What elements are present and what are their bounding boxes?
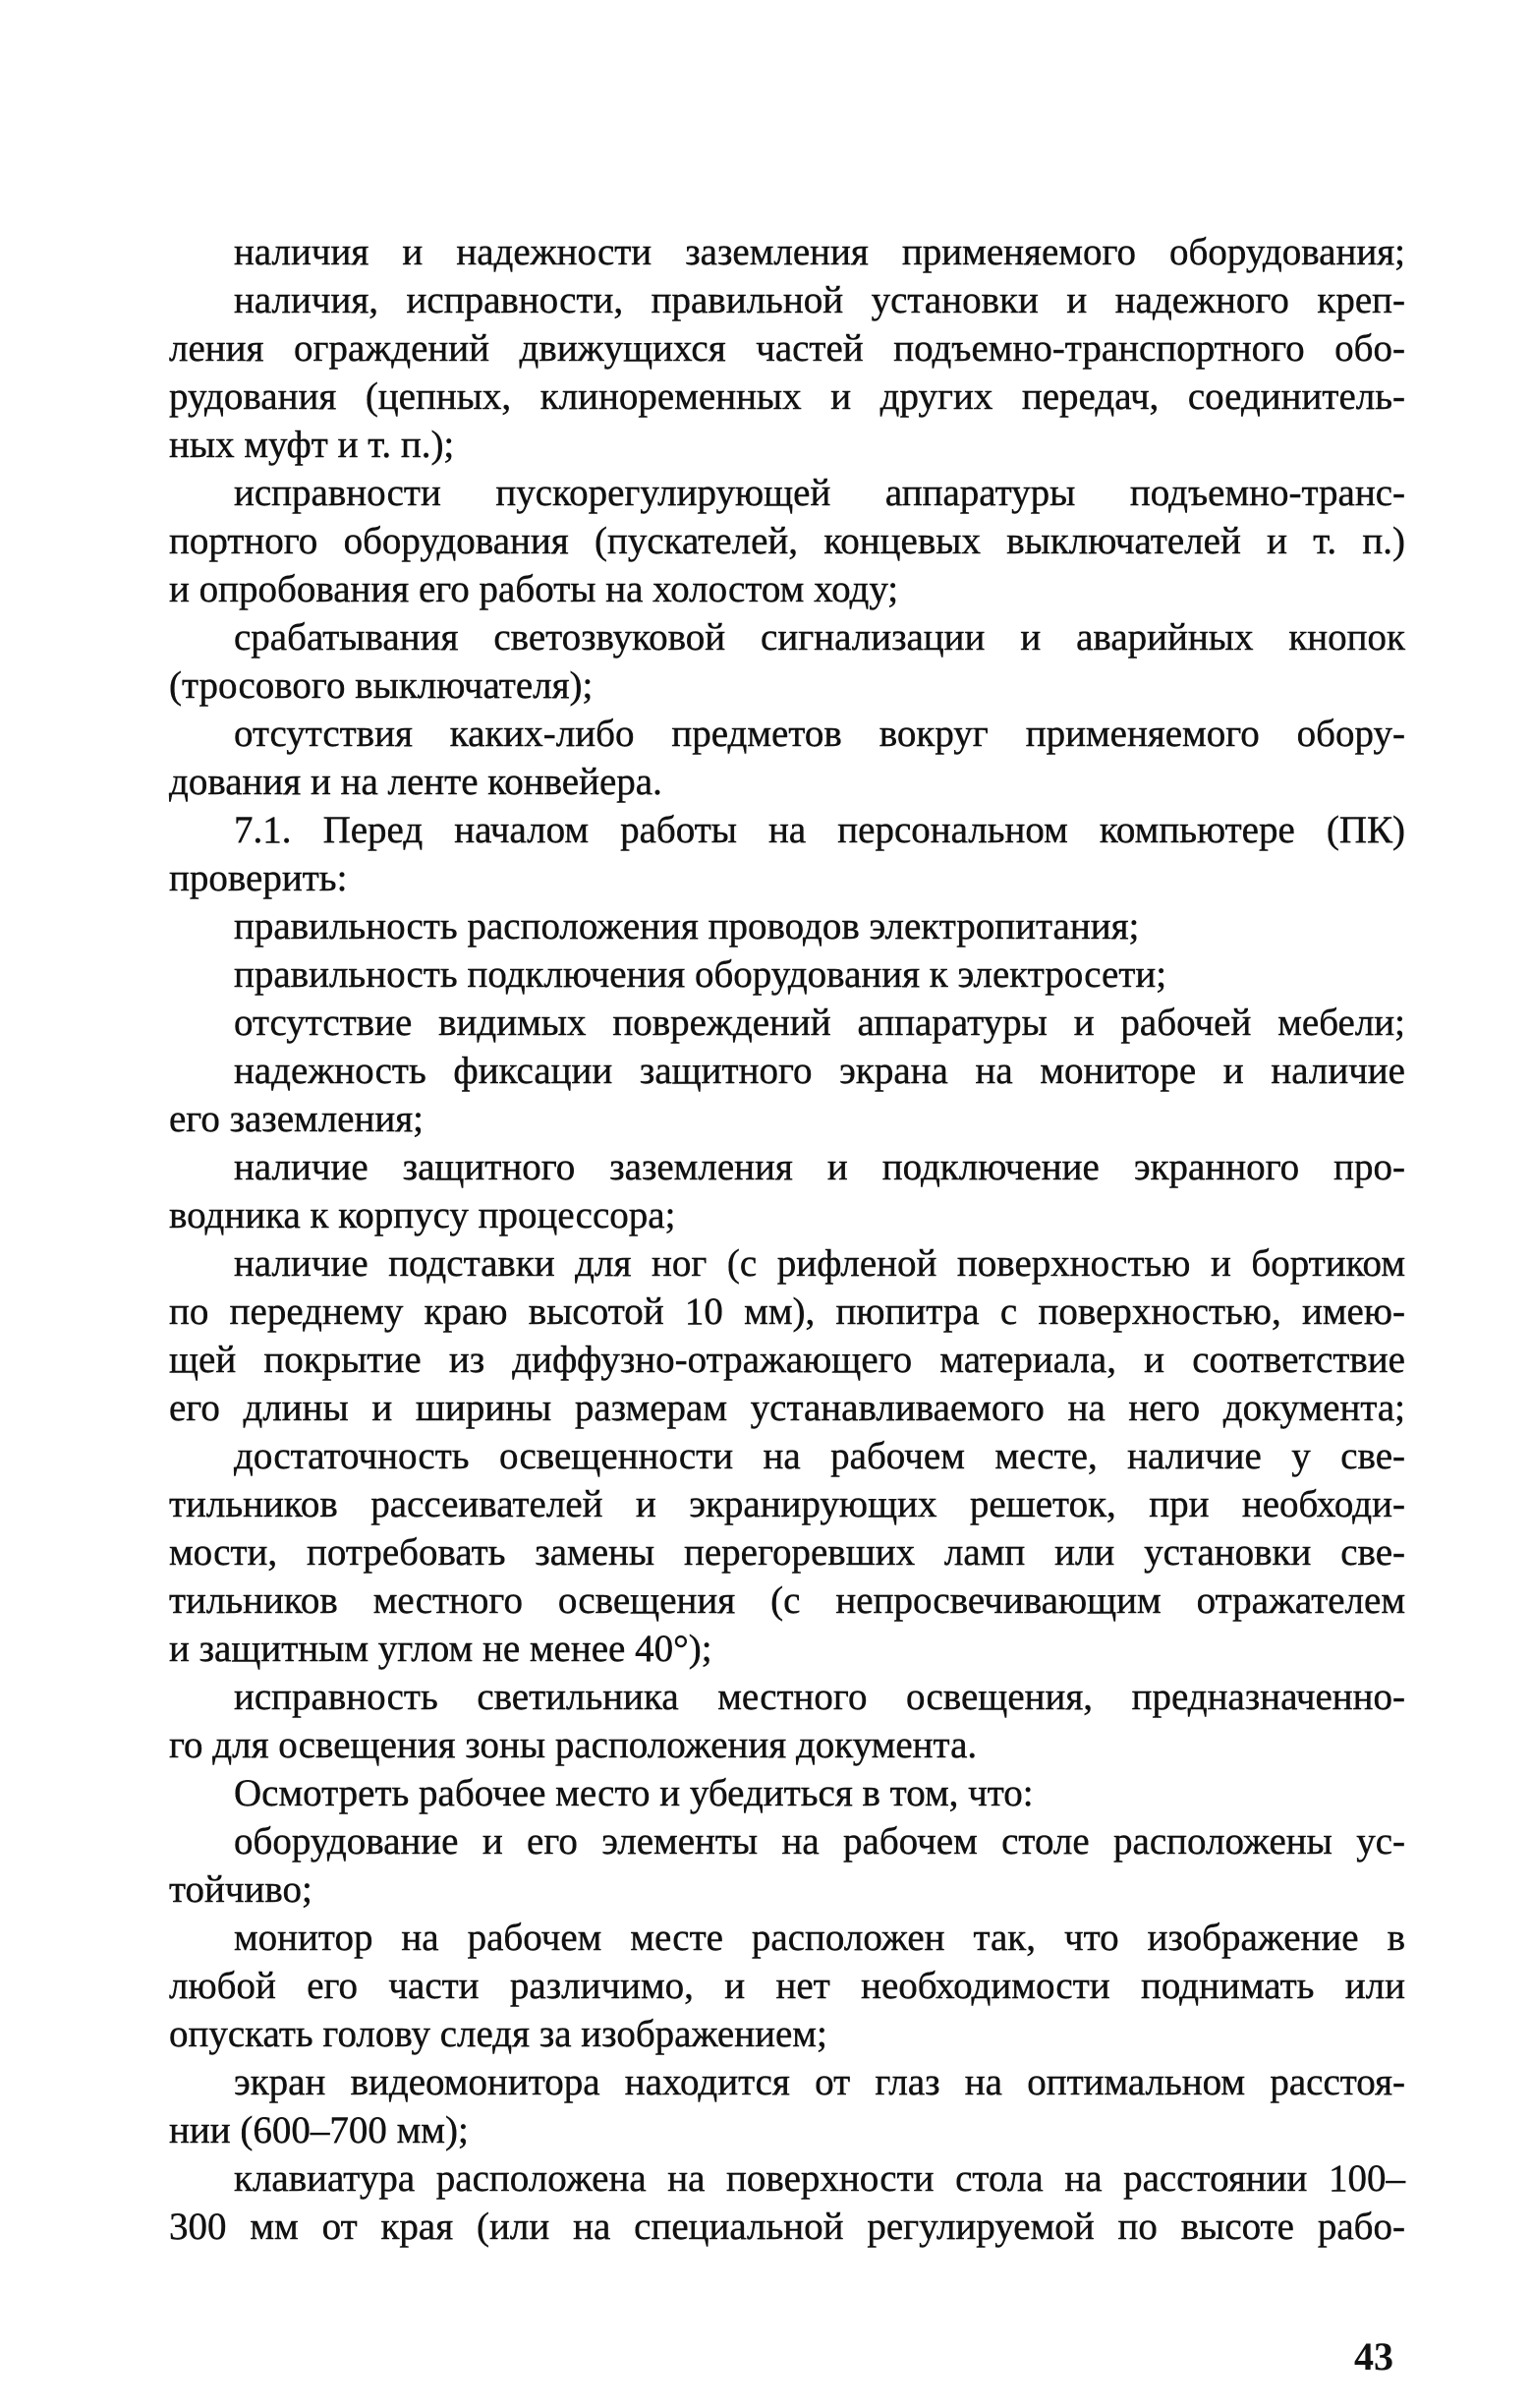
text-line: правильность расположения проводов электропитания; bbox=[234, 905, 1140, 947]
text-line: клавиатура расположена на поверхности стола на расстоянии 100– bbox=[234, 2157, 1405, 2200]
text-line: портного оборудования (пускателей, концевых выключателей и т. п.) bbox=[169, 520, 1405, 562]
text-line: любой его части различимо, и нет необходимости поднимать или bbox=[169, 1965, 1405, 2007]
text-line: отсутствие видимых повреждений аппаратуры и рабочей мебели; bbox=[234, 1002, 1405, 1044]
text-line: ных муфт и т. п.); bbox=[169, 424, 455, 466]
section-heading-line: 7.1. Перед началом работы на персональном компьютере (ПК) bbox=[234, 809, 1405, 851]
text-line: тойчиво; bbox=[169, 1868, 312, 1911]
text-line: опускать голову следя за изображением; bbox=[169, 2013, 827, 2055]
text-line: нии (600–700 мм); bbox=[169, 2109, 469, 2151]
text-line: 300 мм от края (или на специальной регулируемой по высоте рабо- bbox=[169, 2206, 1405, 2248]
text-line: тильников рассеивателей и экранирующих решеток, при необходи- bbox=[169, 1483, 1405, 1525]
text-line: наличия и надежности заземления применяемого оборудования; bbox=[234, 231, 1405, 273]
text-line: проверить: bbox=[169, 857, 348, 899]
page-number: 43 bbox=[1354, 2334, 1393, 2379]
text-line: правильность подключения оборудования к электросети; bbox=[234, 953, 1167, 996]
text-line: достаточность освещенности на рабочем месте, наличие у све- bbox=[234, 1435, 1405, 1477]
text-line: и опробования его работы на холостом ходу; bbox=[169, 568, 899, 610]
text-line: наличие подставки для ног (с рифленой поверхностью и бортиком bbox=[234, 1242, 1405, 1285]
text-line: исправности пускорегулирующей аппаратуры подъемно-транс- bbox=[234, 472, 1405, 514]
text-line: его заземления; bbox=[169, 1098, 424, 1140]
text-line: го для освещения зоны расположения документа. bbox=[169, 1724, 978, 1766]
text-line: экран видеомонитора находится от глаз на оптимальном расстоя- bbox=[234, 2061, 1405, 2103]
text-line: исправность светильника местного освещения, предназначенно- bbox=[234, 1676, 1405, 1718]
text-line: ления ограждений движущихся частей подъемно-транспортного обо- bbox=[169, 327, 1405, 370]
text-line: по переднему краю высотой 10 мм), пюпитра с поверхностью, имею- bbox=[169, 1290, 1405, 1333]
text-line: наличие защитного заземления и подключение экранного про- bbox=[234, 1146, 1405, 1188]
text-line: его длины и ширины размерам устанавливаемого на него документа; bbox=[169, 1387, 1405, 1429]
text-line: наличия, исправности, правильной установки и надежного креп- bbox=[234, 279, 1405, 321]
text-line: щей покрытие из диффузно-отражающего материала, и соответствие bbox=[169, 1339, 1405, 1381]
text-line: надежность фиксации защитного экрана на мониторе и наличие bbox=[234, 1050, 1405, 1092]
text-line: и защитным углом не менее 40°); bbox=[169, 1628, 712, 1670]
text-line: срабатывания светозвуковой сигнализации и аварийных кнопок bbox=[234, 616, 1405, 659]
text-line: тильников местного освещения (с непросвечивающим отражателем bbox=[169, 1579, 1405, 1622]
text-line: Осмотреть рабочее место и убедиться в том, что: bbox=[234, 1772, 1034, 1814]
text-line: рудования (цепных, клиноременных и других передач, соединитель- bbox=[169, 375, 1405, 418]
text-line: водника к корпусу процессора; bbox=[169, 1194, 676, 1236]
text-line: отсутствия каких-либо предметов вокруг применяемого обору- bbox=[234, 713, 1405, 755]
text-line: (тросового выключателя); bbox=[169, 664, 594, 707]
text-line: оборудование и его элементы на рабочем столе расположены ус- bbox=[234, 1820, 1405, 1863]
text-line: дования и на ленте конвейера. bbox=[169, 761, 662, 803]
text-line: монитор на рабочем месте расположен так, что изображение в bbox=[234, 1917, 1405, 1959]
document-body bbox=[169, 228, 1405, 2251]
text-line: мости, потребовать замены перегоревших ламп или установки све- bbox=[169, 1531, 1405, 1574]
